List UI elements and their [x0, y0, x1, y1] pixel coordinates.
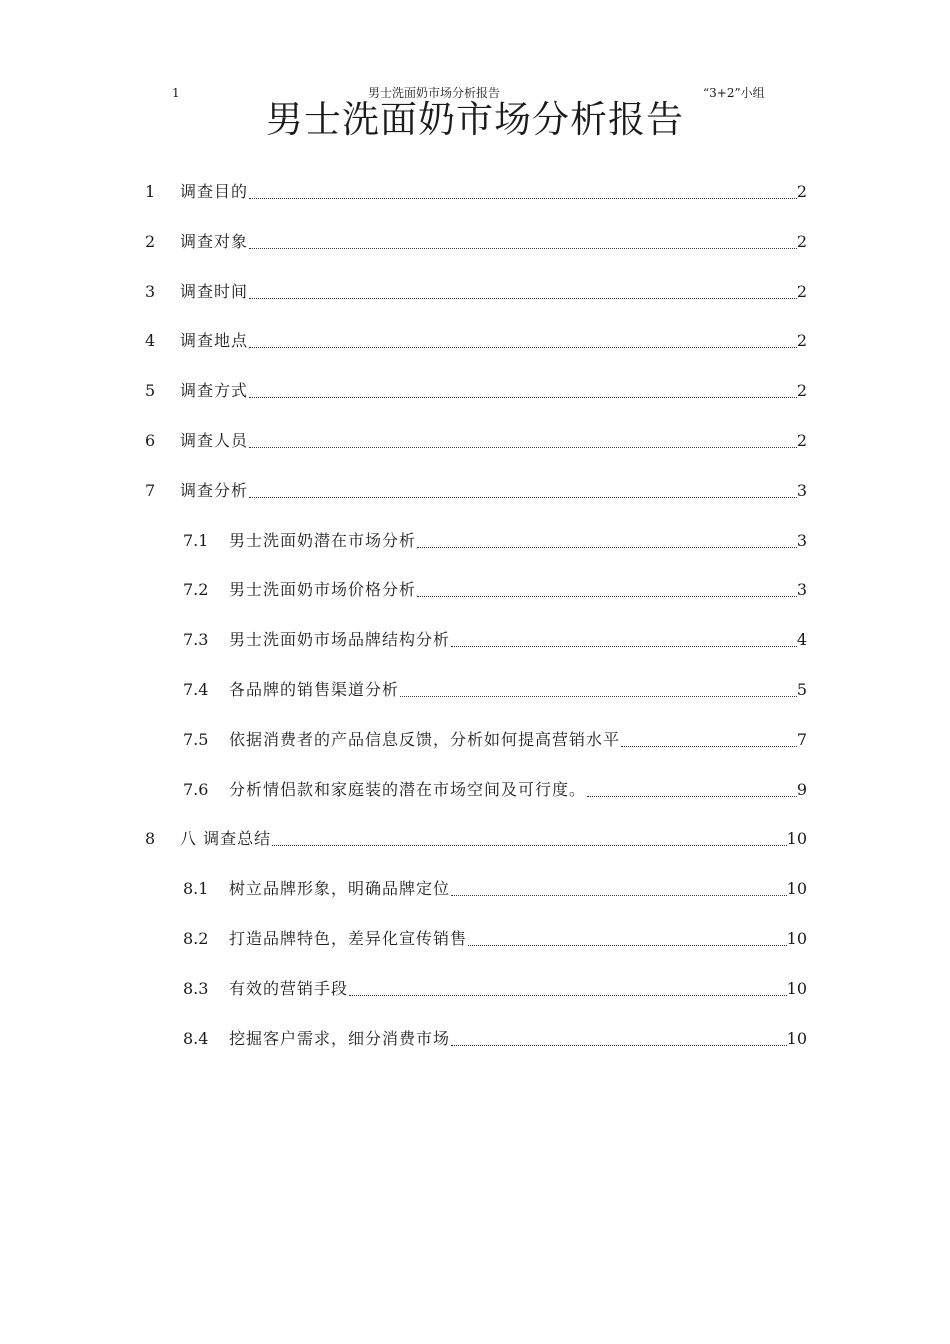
- toc-entry-number: 4: [145, 331, 156, 351]
- toc-entry[interactable]: [0, 317, 950, 367]
- toc-entry-page: 7: [797, 728, 807, 752]
- toc-entry-number: 7: [145, 480, 156, 500]
- toc-entry[interactable]: [0, 218, 950, 268]
- toc-leader-dots: [400, 696, 807, 697]
- toc-entry-number: 1: [145, 182, 156, 201]
- toc-leader-dots: [249, 497, 807, 498]
- toc-entry[interactable]: [0, 666, 950, 716]
- toc-leader-dots: [272, 845, 807, 846]
- toc-leader-dots: [249, 248, 807, 249]
- toc-entry-page: 3: [797, 578, 807, 602]
- toc-entry-number: 7.3: [183, 630, 209, 650]
- toc-entry-title: 八 调查总结: [180, 827, 272, 851]
- toc-entry[interactable]: [0, 268, 950, 318]
- toc-entry-title: 依据消费者的产品信息反馈，分析如何提高营销水平: [229, 728, 621, 752]
- toc-entry-title: 打造品牌特色，差异化宣传销售: [229, 927, 468, 951]
- toc-entry-page: 3: [797, 479, 807, 503]
- toc-entry[interactable]: [0, 766, 950, 816]
- toc-entry-page: 10: [787, 927, 807, 951]
- toc-entry-title: 调查人员: [180, 429, 249, 453]
- toc-leader-dots: [468, 945, 807, 946]
- toc-leader-dots: [417, 596, 807, 597]
- toc-entry-title: 调查方式: [180, 379, 249, 403]
- header-group-name: “3+2”小组: [703, 86, 765, 100]
- toc-entry-title: 树立品牌形象，明确品牌定位: [229, 877, 451, 901]
- toc-entry[interactable]: [0, 815, 950, 865]
- toc-leader-dots: [249, 397, 807, 398]
- toc-entry-number: 7.6: [183, 779, 209, 799]
- toc-leader-dots: [249, 298, 807, 299]
- toc-entry[interactable]: [0, 1015, 950, 1065]
- toc-entry-page: 2: [797, 329, 807, 353]
- toc-entry-page: 4: [797, 628, 807, 652]
- toc-entry-number: 7.5: [183, 729, 209, 749]
- toc-entry[interactable]: [0, 965, 950, 1015]
- toc-entry-page: 2: [797, 379, 807, 403]
- toc-entry-page: 9: [797, 778, 807, 802]
- toc-entry-title: 男士洗面奶市场价格分析: [229, 578, 417, 602]
- toc-entry-title: 男士洗面奶潜在市场分析: [229, 529, 417, 553]
- toc-entry-number: 6: [145, 431, 156, 450]
- toc-entry-number: 8.3: [183, 978, 209, 998]
- toc-entry[interactable]: [0, 566, 950, 616]
- toc-entry-page: 10: [787, 1027, 807, 1051]
- toc-entry-number: 8: [145, 829, 156, 849]
- toc-entry-page: 3: [797, 529, 807, 553]
- toc-entry[interactable]: [0, 168, 950, 218]
- toc-entry-number: 8.4: [183, 1028, 209, 1048]
- toc-entry-page: 2: [797, 180, 807, 204]
- toc-entry-title: 分析情侣款和家庭装的潜在市场空间及可行度。: [229, 778, 587, 802]
- toc-entry-page: 2: [797, 429, 807, 453]
- toc-leader-dots: [621, 746, 807, 747]
- toc-entry-number: 7.4: [183, 680, 209, 699]
- toc-leader-dots: [249, 198, 807, 199]
- toc-entry-title: 调查地点: [180, 329, 249, 353]
- toc-entry-number: 8.2: [183, 929, 209, 948]
- toc-entry-number: 8.1: [183, 879, 209, 899]
- toc-entry-title: 挖掘客户需求，细分消费市场: [229, 1027, 451, 1051]
- toc-leader-dots: [451, 646, 807, 647]
- toc-entry[interactable]: [0, 865, 950, 915]
- toc-entry-title: 调查分析: [180, 479, 249, 503]
- toc-leader-dots: [249, 347, 807, 348]
- toc-entry-number: 7.2: [183, 580, 209, 600]
- toc-leader-dots: [587, 796, 807, 797]
- toc-entry-title: 调查时间: [180, 280, 249, 304]
- header-running-title: 男士洗面奶市场分析报告: [368, 86, 501, 100]
- toc-entry-title: 各品牌的销售渠道分析: [229, 678, 400, 702]
- toc-entry-page: 10: [787, 827, 807, 851]
- toc-leader-dots: [451, 1045, 807, 1046]
- toc-leader-dots: [249, 447, 807, 448]
- toc-entry[interactable]: [0, 517, 950, 567]
- toc-entry[interactable]: [0, 616, 950, 666]
- toc-entry-page: 5: [797, 678, 807, 702]
- toc-entry-title: 男士洗面奶市场品牌结构分析: [229, 628, 451, 652]
- toc-entry-title: 调查目的: [180, 180, 249, 204]
- toc-entry-title: 有效的营销手段: [229, 977, 349, 1001]
- toc-entry[interactable]: [0, 915, 950, 965]
- toc-leader-dots: [417, 547, 807, 548]
- toc-entry-number: 2: [145, 231, 156, 251]
- header-page-number: 1: [172, 86, 180, 100]
- toc-entry-page: 2: [797, 230, 807, 254]
- toc-entry-title: 调查对象: [180, 230, 249, 254]
- toc-entry[interactable]: [0, 467, 950, 517]
- toc-entry-page: 2: [797, 280, 807, 304]
- toc-entry-page: 10: [787, 977, 807, 1001]
- toc-entry[interactable]: [0, 417, 950, 467]
- toc-entry-number: 5: [145, 381, 156, 401]
- toc-entry[interactable]: [0, 716, 950, 766]
- toc-entry[interactable]: [0, 367, 950, 417]
- toc-entry-number: 3: [145, 281, 156, 301]
- toc-entry-number: 7.1: [183, 530, 209, 550]
- toc-entry-page: 10: [787, 877, 807, 901]
- document-title: 男士洗面奶市场分析报告: [266, 98, 684, 141]
- toc-leader-dots: [451, 895, 807, 896]
- toc-leader-dots: [349, 995, 807, 996]
